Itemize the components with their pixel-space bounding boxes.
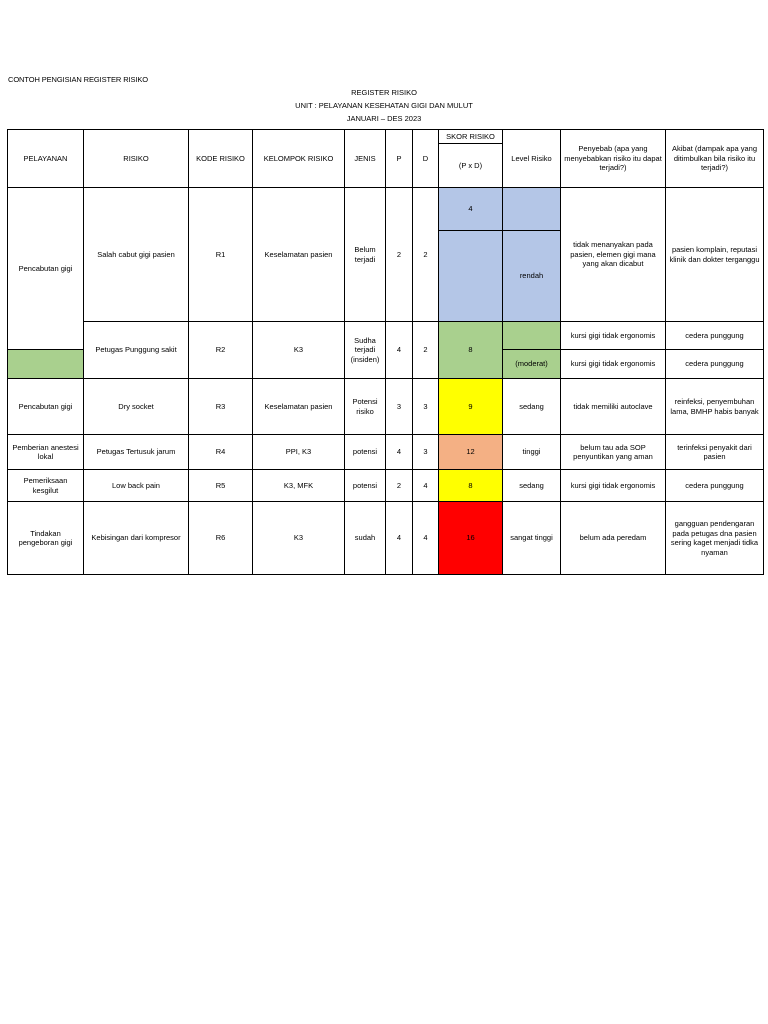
skor-r4: 12 bbox=[439, 435, 503, 470]
penyebab-r5: kursi gigi tidak ergonomis bbox=[561, 470, 666, 502]
p-r3: 3 bbox=[386, 379, 413, 435]
jenis-r5: potensi bbox=[345, 470, 386, 502]
risiko-r4: Petugas Tertusuk jarum bbox=[84, 435, 189, 470]
level-r3: sedang bbox=[503, 379, 561, 435]
skor-r1-lower-cell bbox=[439, 231, 503, 322]
d-r6: 4 bbox=[413, 502, 439, 575]
header-akibat: Akibat (dampak apa yang ditimbulkan bila risiko itu terjadi?) bbox=[666, 130, 764, 188]
level-r5: sedang bbox=[503, 470, 561, 502]
header-jenis: JENIS bbox=[345, 130, 386, 188]
p-r4: 4 bbox=[386, 435, 413, 470]
pelayanan-r4: Pemberian anestesi lokal bbox=[8, 435, 84, 470]
header-skor-risiko: SKOR RISIKO bbox=[439, 130, 503, 144]
d-r2: 2 bbox=[413, 322, 439, 379]
level-r6: sangat tinggi bbox=[503, 502, 561, 575]
kelompok-r5: K3, MFK bbox=[253, 470, 345, 502]
skor-r5: 8 bbox=[439, 470, 503, 502]
risk-register-table bbox=[7, 129, 764, 575]
kelompok-r4: PPI, K3 bbox=[253, 435, 345, 470]
level-r1-top-cell bbox=[503, 188, 561, 231]
penyebab-r1: tidak menanyakan pada pasien, elemen gigi mana yang akan dicabut bbox=[561, 188, 666, 322]
risiko-r6: Kebisingan dari kompresor bbox=[84, 502, 189, 575]
p-r6: 4 bbox=[386, 502, 413, 575]
jenis-r3: Potensi risiko bbox=[345, 379, 386, 435]
akibat-r1: pasien komplain, reputasi klinik dan dokter terganggu bbox=[666, 188, 764, 322]
kode-r6: R6 bbox=[189, 502, 253, 575]
kode-r3: R3 bbox=[189, 379, 253, 435]
header-pelayanan: PELAYANAN bbox=[8, 130, 84, 188]
risiko-r1: Salah cabut gigi pasien bbox=[84, 188, 189, 322]
kelompok-r1: Keselamatan pasien bbox=[253, 188, 345, 322]
pelayanan-empty-cell bbox=[8, 350, 84, 379]
pelayanan-r6: Tindakan pengeboran gigi bbox=[8, 502, 84, 575]
header-risiko: RISIKO bbox=[84, 130, 189, 188]
jenis-r2: Sudha terjadi (insiden) bbox=[345, 322, 386, 379]
penyebab-r3: tidak memiliki autoclave bbox=[561, 379, 666, 435]
kelompok-r6: K3 bbox=[253, 502, 345, 575]
pelayanan-pencabutan-gigi: Pencabutan gigi bbox=[8, 188, 84, 350]
akibat-r4: terinfeksi penyakit dari pasien bbox=[666, 435, 764, 470]
d-r1: 2 bbox=[413, 188, 439, 322]
akibat-r2-b: cedera punggung bbox=[666, 350, 764, 379]
risiko-r3: Dry socket bbox=[84, 379, 189, 435]
kode-r2: R2 bbox=[189, 322, 253, 379]
p-r5: 2 bbox=[386, 470, 413, 502]
penyebab-r4: belum tau ada SOP penyuntikan yang aman bbox=[561, 435, 666, 470]
level-r4: tinggi bbox=[503, 435, 561, 470]
document-label: CONTOH PENGISIAN REGISTER RISIKO bbox=[8, 75, 149, 84]
level-r1: rendah bbox=[503, 231, 561, 322]
d-r3: 3 bbox=[413, 379, 439, 435]
akibat-r2-a: cedera punggung bbox=[666, 322, 764, 350]
risiko-r5: Low back pain bbox=[84, 470, 189, 502]
level-r2-top-cell bbox=[503, 322, 561, 350]
title-line-2: UNIT : PELAYANAN KESEHATAN GIGI DAN MULUT bbox=[295, 101, 473, 110]
akibat-r5: cedera punggung bbox=[666, 470, 764, 502]
kelompok-r2: K3 bbox=[253, 322, 345, 379]
skor-r6: 16 bbox=[439, 502, 503, 575]
title-line-1: REGISTER RISIKO bbox=[351, 88, 417, 97]
level-r2: (moderat) bbox=[503, 350, 561, 379]
header-level-risiko: Level Risiko bbox=[503, 130, 561, 188]
header-kelompok-risiko: KELOMPOK RISIKO bbox=[253, 130, 345, 188]
header-p: P bbox=[386, 130, 413, 188]
jenis-r1: Belum terjadi bbox=[345, 188, 386, 322]
header-penyebab: Penyebab (apa yang menyebabkan risiko itu dapat terjadi?) bbox=[561, 130, 666, 188]
header-kode-risiko: KODE RISIKO bbox=[189, 130, 253, 188]
kode-r1: R1 bbox=[189, 188, 253, 322]
skor-r2: 8 bbox=[439, 322, 503, 379]
register-title bbox=[8, 86, 760, 125]
skor-r3: 9 bbox=[439, 379, 503, 435]
pelayanan-r5: Pemeriksaan kesgilut bbox=[8, 470, 84, 502]
pelayanan-r3: Pencabutan gigi bbox=[8, 379, 84, 435]
kelompok-r3: Keselamatan pasien bbox=[253, 379, 345, 435]
d-r4: 3 bbox=[413, 435, 439, 470]
jenis-r4: potensi bbox=[345, 435, 386, 470]
p-r1: 2 bbox=[386, 188, 413, 322]
penyebab-r6: belum ada peredam bbox=[561, 502, 666, 575]
p-r2: 4 bbox=[386, 322, 413, 379]
akibat-r3: reinfeksi, penyembuhan lama, BMHP habis banyak bbox=[666, 379, 764, 435]
title-line-3: JANUARI – DES 2023 bbox=[346, 114, 422, 123]
akibat-r6: gangguan pendengaran pada petugas dna pasien sering kaget menjadi tidka nyaman bbox=[666, 502, 764, 575]
kode-r4: R4 bbox=[189, 435, 253, 470]
skor-r1: 4 bbox=[439, 188, 503, 231]
header-d: D bbox=[413, 130, 439, 188]
kode-r5: R5 bbox=[189, 470, 253, 502]
d-r5: 4 bbox=[413, 470, 439, 502]
penyebab-r2-b: kursi gigi tidak ergonomis bbox=[561, 350, 666, 379]
penyebab-r2-a: kursi gigi tidak ergonomis bbox=[561, 322, 666, 350]
risiko-r2: Petugas Punggung sakit bbox=[84, 322, 189, 379]
jenis-r6: sudah bbox=[345, 502, 386, 575]
header-skor-formula: (P x D) bbox=[439, 144, 503, 188]
